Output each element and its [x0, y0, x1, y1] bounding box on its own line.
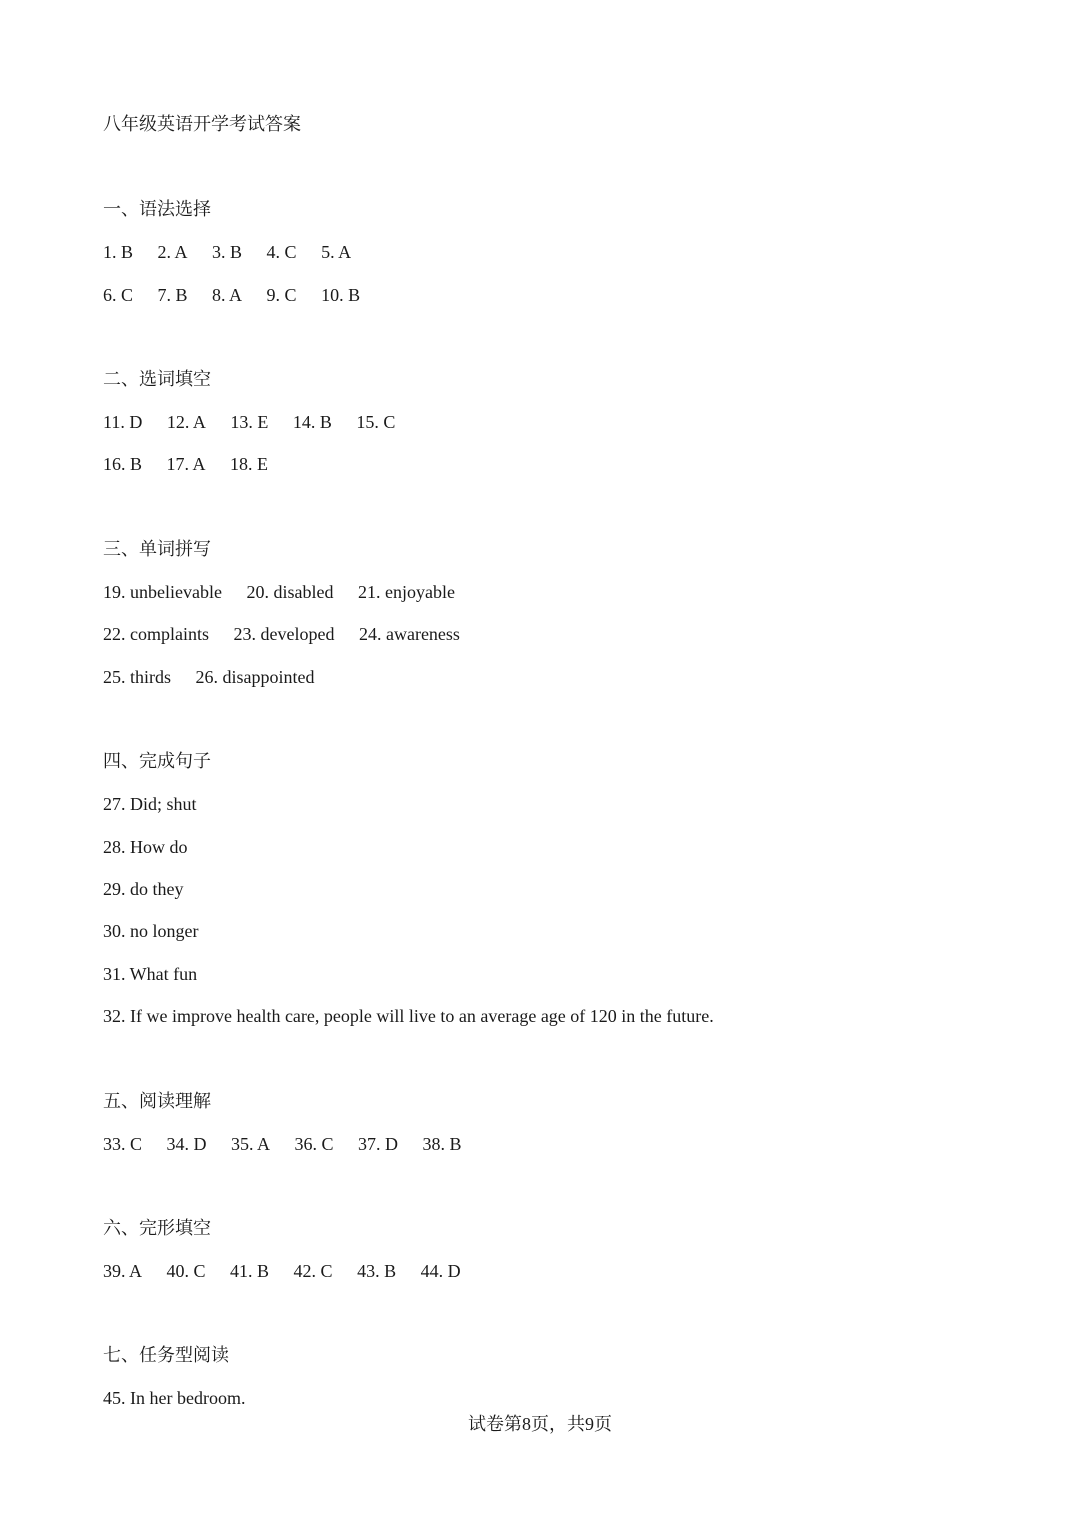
section-heading: 三、单词拼写: [103, 539, 211, 559]
answer-item: 31. What fun: [103, 964, 198, 984]
answer-item: 30. no longer: [103, 921, 199, 941]
answer-item: 22. complaints: [103, 624, 209, 644]
answer-row: [103, 581, 455, 603]
answer-row: [103, 963, 197, 985]
answer-item: 6. C: [103, 285, 134, 305]
answer-item: 27. Did; shut: [103, 794, 197, 814]
answer-row: [103, 666, 315, 688]
answer-item: 23. developed: [233, 624, 335, 644]
answer-item: 34. D: [166, 1134, 207, 1154]
answer-item: 14. B: [292, 412, 332, 432]
section-heading: 二、选词填空: [103, 369, 211, 389]
answer-item: 8. A: [212, 285, 243, 305]
answer-item: 10. B: [321, 285, 361, 305]
answer-item: 11. D: [103, 412, 143, 432]
section-heading: 四、完成句子: [103, 751, 211, 771]
answer-item: 40. C: [166, 1261, 206, 1281]
answer-item: 15. C: [356, 412, 396, 432]
answer-row: [103, 1260, 461, 1282]
answer-item: 44. D: [420, 1261, 461, 1281]
answer-item: 45. In her bedroom.: [103, 1388, 246, 1408]
answer-item: 17. A: [166, 454, 206, 474]
answer-item: 21. enjoyable: [357, 582, 455, 602]
answer-item: 32. If we improve health care, people will live to an average age of 120 in the future.: [103, 1006, 714, 1026]
answer-item: 42. C: [293, 1261, 333, 1281]
answer-item: 9. C: [266, 285, 297, 305]
answer-row: [103, 1005, 714, 1027]
section-heading: 一、语法选择: [103, 199, 211, 219]
answer-item: 20. disabled: [246, 582, 334, 602]
section-heading: 六、完形填空: [103, 1218, 211, 1238]
answer-item: 26. disappointed: [195, 667, 315, 687]
answer-item: 16. B: [103, 454, 143, 474]
answer-item: 12. A: [166, 412, 206, 432]
answer-item: 5. A: [321, 242, 352, 262]
answer-item: 38. B: [422, 1134, 462, 1154]
answer-row: [103, 836, 188, 858]
answer-item: 37. D: [358, 1134, 399, 1154]
section-heading: 七、任务型阅读: [103, 1345, 229, 1365]
answer-row: [103, 623, 460, 645]
answer-item: 36. C: [294, 1134, 334, 1154]
answer-item: 35. A: [231, 1134, 271, 1154]
answer-row: [103, 1387, 245, 1409]
answer-row: [103, 878, 184, 900]
answer-item: 18. E: [230, 454, 269, 474]
answer-row: [103, 453, 268, 475]
answer-item: 24. awareness: [358, 624, 460, 644]
answer-item: 25. thirds: [103, 667, 172, 687]
answer-row: [103, 920, 198, 942]
answer-item: 43. B: [357, 1261, 397, 1281]
page-title: 八年级英语开学考试答案: [103, 114, 301, 134]
answer-item: 33. C: [103, 1134, 143, 1154]
answer-row: [103, 241, 351, 263]
answer-item: 7. B: [157, 285, 188, 305]
answer-item: 28. How do: [103, 837, 188, 857]
answer-row: [103, 1133, 462, 1155]
answer-item: 13. E: [230, 412, 269, 432]
answer-item: 29. do they: [103, 879, 184, 899]
answer-item: 3. B: [212, 242, 243, 262]
answer-item: 1. B: [103, 242, 134, 262]
answer-row: [103, 411, 395, 433]
answer-item: 19. unbelievable: [103, 582, 222, 602]
answer-item: 41. B: [230, 1261, 270, 1281]
answer-row: [103, 793, 197, 815]
answer-item: 2. A: [157, 242, 188, 262]
page-footer: 试卷第8页，共9页: [468, 1414, 612, 1434]
answer-item: 4. C: [266, 242, 297, 262]
section-heading: 五、阅读理解: [103, 1091, 211, 1111]
answer-row: [103, 284, 360, 306]
answer-item: 39. A: [103, 1261, 143, 1281]
